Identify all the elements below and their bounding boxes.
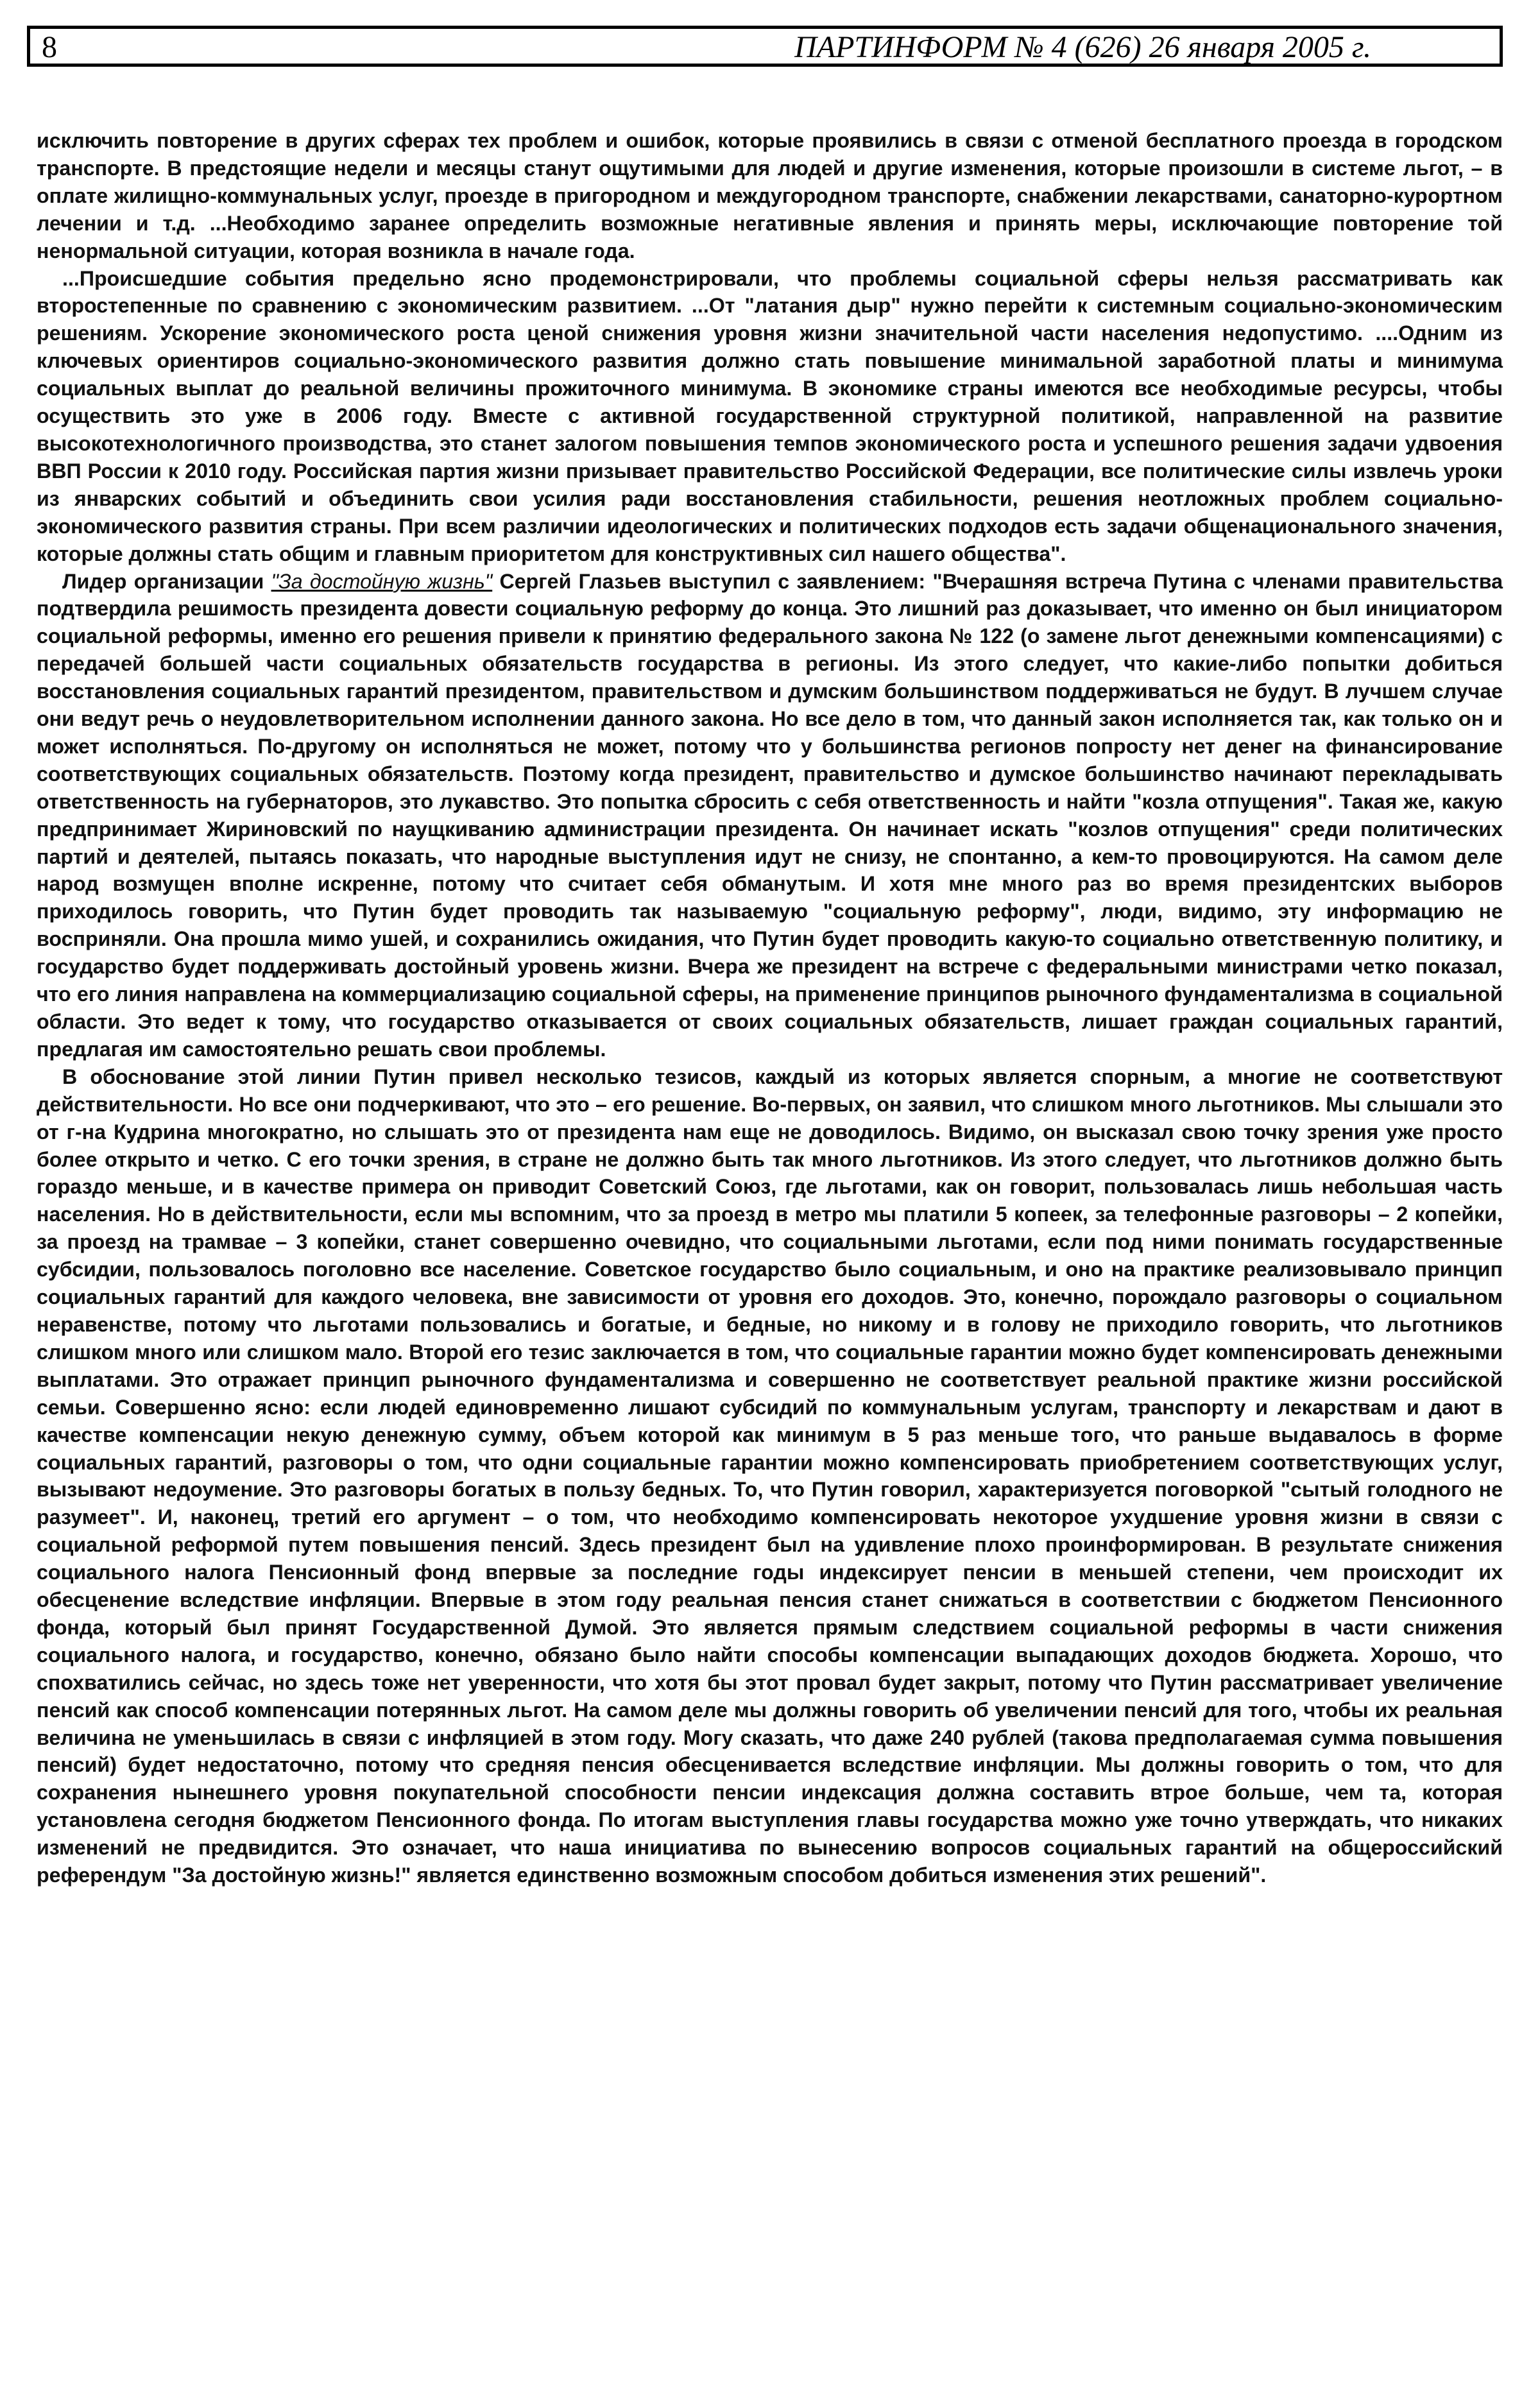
paragraph-3-intro: Лидер организации	[62, 569, 271, 593]
paragraph-1: исключить повторение в других сферах тех проблем и ошибок, которые проявились в связи с отменой бесплатного проезда в городском транспорте. В предстоящие недели и месяцы станут ощутимыми для людей и другие изменения, которые произошли в системе льгот, – в оплате жилищно-коммунальных услуг, проезде в пригородном и междугородном транспорте, снабжении лекарствами, санаторно-курортном лечении и т.д. ...Необходимо заранее определить возможные негативные явления и принять меры, исключающие повторение той ненормальной ситуации, которая возникла в начале года.	[37, 129, 1503, 262]
page-header	[27, 26, 1503, 67]
paragraph-3-rest: Сергей Глазьев выступил с заявлением: "Вчерашняя встреча Путина с членами правительства подтвердила решимость президента довести социальную реформу до конца. Это лишний раз доказывает, что именно он был инициатором социальной реформы, именно его решения привели к принятию федерального закона № 122 (о замене льгот денежными компенсациями) с передачей большей части социальных обязательств государства в регионы. Из этого следует, что какие-либо попытки добиться восстановления социальных гарантий президентом, правительством и думским большинством поддерживаться не будут. В лучшем случае они ведут речь о неудовлетворительном исполнении данного закона. Но все дело в том, что данный закон исполняется так, как только он и может исполняться. По-другому он исполняться не может, потому что у большинства регионов попросту нет денег на финансирование соответствующих социальных обязательств. Поэтому когда президент, правительство и думское большинство начинают перекладывать ответственность на губернаторов, это лукавство. Это попытка сбросить с себя ответственность и найти "козла отпущения". Такая же, какую предпринимает Жириновский по наущкиванию администрации президента. Он начинает искать "козлов отпущения" среди политических партий и деятелей, пытаясь показать, что народные выступления идут не снизу, не спонтанно, а кем-то провоцируются. На самом деле народ возмущен вполне искренне, потому что считает себя обманутым. И хотя мне много раз во время президентских выборов приходилось говорить, что Путин будет проводить так называемую "социальную реформу", люди, видимо, эту информацию не восприняли. Она прошла мимо ушей, и сохранились ожидания, что Путин будет проводить какую-то социально ответственную политику, и государство будет поддерживать достойный уровень жизни. Вчера же президент на встрече с федеральными министрами четко показал, что его линия направлена на коммерциализацию социальной сферы, на применение принципов рыночного фундаментализма в социальной области. Это ведет к тому, что государство отказывается от своих социальных обязательств, лишает граждан социальных гарантий, предлагая им самостоятельно решать свои проблемы.	[37, 569, 1503, 1061]
paragraph-2: ...Происшедшие события предельно ясно продемонстрировали, что проблемы социальной сферы нельзя рассматривать как второстепенные по сравнению с экономическим развитием. ...От "латания дыр" нужно перейти к системным социально-экономическим решениям. Ускорение экономического роста ценой снижения уровня жизни значительной части населения недопустимо. ....Одним из ключевых ориентиров социально-экономического развития должно стать повышение минимальной заработной платы и минимума социальных выплат до реальной величины прожиточного минимума. В экономике страны имеются все необходимые ресурсы, чтобы осуществить это уже в 2006 году. Вместе с активной государственной структурной политикой, направленной на развитие высокотехнологичного производства, это станет залогом повышения темпов экономического роста и успешного решения задачи удвоения ВВП России к 2010 году. Российская партия жизни призывает правительство Российской Федерации, все политические силы извлечь уроки из январских событий и объединить свои усилия ради восстановления стабильности, решения неотложных проблем социально-экономического развития страны. При всем различии идеологических и политических подходов есть задачи общенационального значения, которые должны стать общим и главным приоритетом для конструктивных сил нашего общества".	[37, 266, 1503, 565]
paragraph-3	[37, 568, 1503, 1063]
page-number: 8	[42, 30, 57, 64]
publication-title: ПАРТИНФОРМ № 4 (626) 26 января 2005 г.	[794, 30, 1371, 64]
article-body	[37, 127, 1503, 1889]
party-name: "За достойную жизнь"	[271, 569, 493, 593]
paragraph-4: В обоснование этой линии Путин привел несколько тезисов, каждый из которых является спорным, а многие не соответствуют действительности. Но все они подчеркивают, что это – его решение. Во-первых, он заявил, что слишком много льготников. Мы слышали это от г-на Кудрина многократно, но слышать это от президента нам еще не доводилось. Видимо, он высказал свою точку зрения уже просто более открыто и четко. С его точки зрения, в стране не должно быть так много льготников. Из этого следует, что льготников должно быть гораздо меньше, и в качестве примера он приводит Советский Союз, где льготами, как он говорит, пользовалась лишь небольшая часть населения. Но в действительности, если мы вспомним, что за проезд в метро мы платили 5 копеек, за телефонные разговоры – 2 копейки, за проезд на трамвае – 3 копейки, станет совершенно очевидно, что социальными льготами, если под ними понимать государственные субсидии, пользовалось поголовно все население. Советское государство было социальным, и оно на практике реализовывало принцип социальных гарантий для каждого человека, вне зависимости от уровня его доходов. Это, конечно, порождало разговоры о социальном неравенстве, потому что льготами пользовались и богатые, и бедные, но никому и в голову не приходило говорить, что льготников слишком много или слишком мало. Второй его тезис заключается в том, что социальные гарантии можно будет компенсировать денежными выплатами. Это отражает принцип рыночного фундаментализма и совершенно не соответствует реальной практике жизни российской семьи. Совершенно ясно: если людей единовременно лишают субсидий по коммунальным услугам, транспорту и лекарствам и дают в качестве компенсации некую денежную сумму, объем которой как минимум в 5 раз меньше того, что раньше выдавалось в форме социальных гарантий, разговоры о том, что одни социальные гарантии можно компенсировать приобретением соответствующих услуг, вызывают недоумение. Это разговоры богатых в пользу бедных. То, что Путин говорил, характеризуется поговоркой "сытый голодного не разумеет". И, наконец, третий его аргумент – о том, что необходимо компенсировать некоторое ухудшение уровня жизни в связи с социальной реформой путем повышения пенсий. Здесь президент был на удивление плохо проинформирован. В результате снижения социального налога Пенсионный фонд впервые за последние годы индексирует пенсии в меньшей степени, чем происходит их обесценение вследствие инфляции. Впервые в этом году реальная пенсия станет снижаться в соответствии с бюджетом Пенсионного фонда, который был принят Государственной Думой. Это является прямым следствием социальной реформы в части снижения социального налога, и государство, конечно, обязано было найти способы компенсации выпадающих доходов бюджета. Хорошо, что спохватились сейчас, но здесь тоже нет уверенности, что хотя бы этот провал будет закрыт, потому что Путин рассматривает увеличение пенсий как способ компенсации потерянных льгот. На самом деле мы должны говорить об увеличении пенсий для того, чтобы их реальная величина не уменьшилась в связи с инфляцией в этом году. Могу сказать, что даже 240 рублей (такова предполагаемая сумма повышения пенсий) будет недостаточно, потому что средняя пенсия обесценивается вследствие инфляции. Мы должны говорить о том, что для сохранения нынешнего уровня покупательной способности пенсии индексация должна составить втрое больше, чем та, которая установлена сегодня бюджетом Пенсионного фонда. По итогам выступления главы государства можно уже точно утверждать, что никаких изменений не предвидится. Это означает, что наша инициатива по вынесению вопросов социальных гарантий на общероссийский референдум "За достойную жизнь!" является единственно возможным способом добиться изменения этих решений".	[37, 1065, 1503, 1887]
